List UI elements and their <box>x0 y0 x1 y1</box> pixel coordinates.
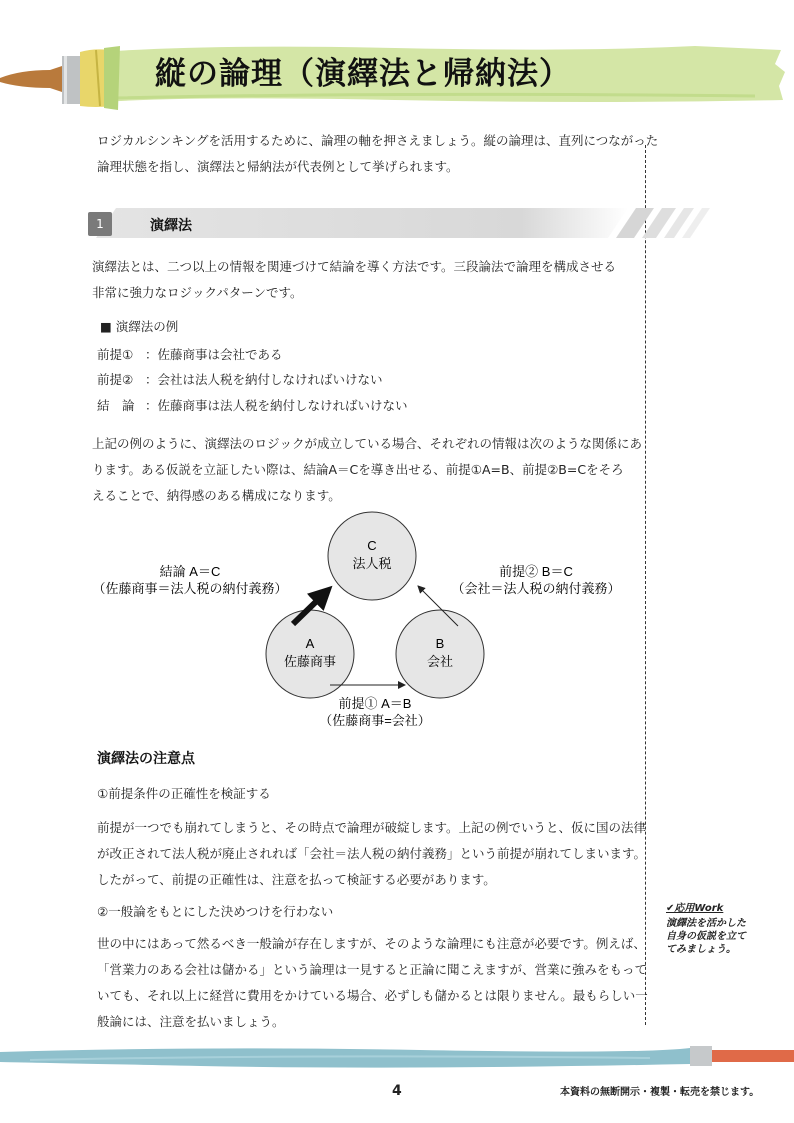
example-row-label: 前提① <box>97 347 134 362</box>
node-b-letter: B <box>435 636 445 651</box>
paintbrush-icon <box>0 40 130 110</box>
applied-work-line: 演繹法を活かした <box>666 918 746 929</box>
example-row-label: 前提② <box>97 372 134 387</box>
node-b-label: 会社 <box>426 654 454 669</box>
example-row-text: ：佐藤商事は会社である <box>145 347 283 362</box>
page-number: 4 <box>392 1083 402 1099</box>
desc-line: 非常に強力なロジックパターンです。 <box>92 285 303 300</box>
notes-heading: 演繹法の注意点 <box>97 751 195 767</box>
point1-paragraph <box>97 815 646 893</box>
paragraph-line: 世の中にはあって然るべき一般論が存在しますが、そのような論理にも注意が必要です。例えば、 <box>97 936 646 951</box>
point2-paragraph <box>97 931 648 1035</box>
paragraph-line: いても、それ以上に経営に費用をかけている場合、必ずしも儲かるとは限りません。最もらしい一 <box>97 988 648 1003</box>
paintbrush-handle <box>712 1050 794 1062</box>
deduction-description <box>92 254 616 306</box>
conclusion-label: 結論 A＝C <box>159 564 221 579</box>
intro-line: ロジカルシンキングを活用するために、論理の軸を押さえましょう。縦の論理は、直列につながった <box>97 133 659 148</box>
paragraph-line: ります。ある仮説を立証したい際は、結論A＝Cを導き出せる、前提①A=B、前提②B=Cをそろ <box>92 462 624 477</box>
example-row-text: ：佐藤商事は法人税を納付しなければいけない <box>145 398 408 413</box>
example-row-label: 結 論 <box>97 398 135 413</box>
node-c-label: 法人税 <box>352 556 392 571</box>
paragraph-line: 上記の例のように、演繹法のロジックが成立している場合、それぞれの情報は次のような関係にあ <box>92 436 643 451</box>
copyright-notice: 本資料の無断開示・複製・転売を禁じます。 <box>560 1087 760 1098</box>
node-a-letter: A <box>305 636 315 651</box>
section-number-badge: 1 <box>88 212 112 236</box>
paragraph-line: したがって、前提の正確性は、注意を払って検証する必要があります。 <box>97 872 496 887</box>
relationship-paragraph <box>92 431 642 509</box>
example-heading: ■ 演繹法の例 <box>100 319 179 334</box>
desc-line: 演繹法とは、二つ以上の情報を関連づけて結論を導く方法です。三段論法で論理を構成させる <box>92 259 617 274</box>
applied-work-title: ✔応用Work <box>666 903 724 914</box>
point1-heading: ①前提条件の正確性を検証する <box>97 786 271 801</box>
intro-paragraph <box>97 128 658 180</box>
paragraph-line: が改正されて法人税が廃止されれば「会社＝法人税の納付義務」という前提が崩れてしまいます。 <box>97 846 647 861</box>
premise1-sublabel: （佐藤商事=会社） <box>319 713 431 728</box>
applied-work-note <box>666 902 766 956</box>
syllogism-diagram <box>60 500 660 740</box>
example-row <box>97 370 383 388</box>
example-row <box>97 396 408 414</box>
point2-heading: ②一般論をもとにした決めつけを行わない <box>97 904 334 919</box>
example-row <box>97 345 283 363</box>
node-a-label: 佐藤商事 <box>283 654 337 669</box>
paragraph-line: 般論には、注意を払いましょう。 <box>97 1014 285 1029</box>
section-title: 演繹法 <box>150 218 192 234</box>
conclusion-sublabel: （佐藤商事＝法人税の納付義務） <box>92 581 288 596</box>
paragraph-line: えることで、納得感のある構成になります。 <box>92 488 341 503</box>
premise2-label: 前提② B＝C <box>499 564 573 579</box>
applied-work-line: 自身の仮説を立て <box>666 931 746 942</box>
premise1-label: 前提① A＝B <box>338 696 412 711</box>
node-c-letter: C <box>367 538 377 553</box>
example-row-text: ：会社は法人税を納付しなければいけない <box>145 372 383 387</box>
paragraph-line: 「営業力のある会社は儲かる」という論理は一見すると正論に聞こえますが、営業に強みをもって <box>97 962 648 977</box>
applied-work-line: てみましょう。 <box>666 944 736 955</box>
paintbrush-ferrule <box>690 1046 712 1066</box>
paragraph-line: 前提が一つでも崩れてしまうと、その時点で論理が破綻します。上記の例でいうと、仮に国の法律 <box>97 820 647 835</box>
footer-band <box>0 1040 794 1080</box>
page-title: 縦の論理（演繹法と帰納法） <box>155 56 571 92</box>
premise2-sublabel: （会社＝法人税の納付義務） <box>451 581 621 596</box>
intro-line: 論理状態を指し、演繹法と帰納法が代表例として挙げられます。 <box>97 159 459 174</box>
